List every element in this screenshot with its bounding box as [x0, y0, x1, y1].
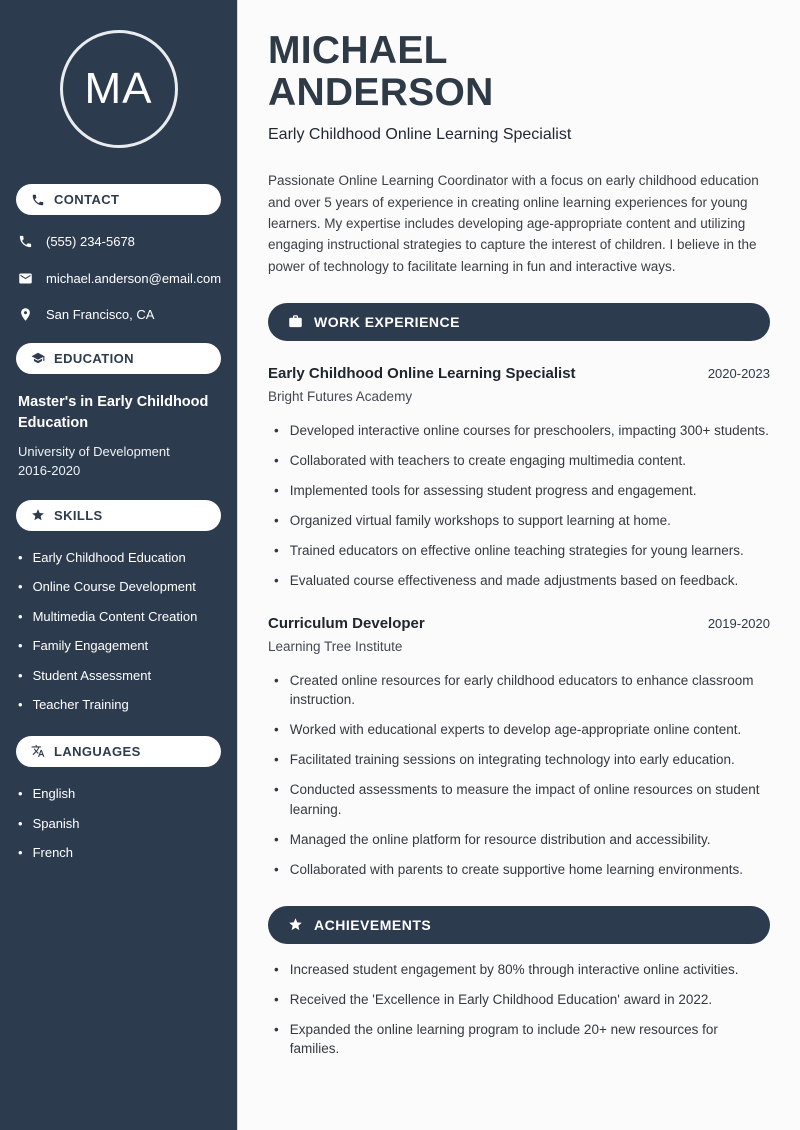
- skills-list: [16, 549, 221, 714]
- contact-header-label: CONTACT: [54, 192, 120, 207]
- translate-icon: [31, 744, 45, 758]
- first-name: MICHAEL: [268, 29, 448, 72]
- achievements-list: [268, 960, 770, 1059]
- job-title: Early Childhood Online Learning Specialist: [268, 364, 576, 382]
- languages-header-label: LANGUAGES: [54, 743, 141, 759]
- skill-item: • Teacher Training: [18, 696, 219, 714]
- mail-icon: [18, 271, 33, 286]
- achievements-header: [268, 906, 770, 944]
- job-bullet: • Conducted assessments to measure the impact of online resources on student learning.: [274, 780, 770, 819]
- language-item: • English: [18, 785, 219, 803]
- job-bullet: • Trained educators on effective online teaching strategies for young learners.: [274, 541, 770, 561]
- language-item: • Spanish: [18, 815, 219, 833]
- job-company: Bright Futures Academy: [268, 388, 413, 404]
- contact-email-row: [18, 270, 222, 288]
- education-section-header: [16, 343, 221, 374]
- skill-item: • Online Course Development: [18, 578, 219, 596]
- person-job-title: Early Childhood Online Learning Specialist: [268, 126, 572, 144]
- contact-phone-row: [18, 233, 219, 251]
- job-bullet: • Created online resources for early childhood educators to enhance classroom instruction.: [274, 671, 770, 710]
- education-school: University of Development: [18, 443, 170, 459]
- language-item: • French: [18, 844, 219, 862]
- work-experience-label: WORK EXPERIENCE: [314, 313, 460, 330]
- job-header-row: [268, 615, 770, 632]
- star-icon: [31, 508, 45, 522]
- email-value: michael.anderson@email.com: [46, 270, 222, 286]
- skills-header-label: SKILLS: [54, 507, 103, 523]
- job-header-row: [268, 365, 770, 382]
- avatar: [60, 30, 178, 148]
- languages-list: [16, 785, 221, 862]
- last-name: ANDERSON: [268, 71, 494, 115]
- job-company: Learning Tree Institute: [268, 638, 403, 654]
- person-name: [268, 30, 770, 114]
- languages-section-header: [16, 736, 221, 767]
- skill-item: • Early Childhood Education: [18, 549, 219, 567]
- job-dates: 2019-2020: [707, 615, 770, 631]
- job-bullet: • Managed the online platform for resource distribution and accessibility.: [274, 830, 770, 850]
- contact-location-row: [18, 306, 219, 324]
- job-bullet: • Worked with educational experts to develop age-appropriate online content.: [274, 720, 770, 740]
- phone-icon: [18, 234, 33, 249]
- main-content: [238, 0, 800, 1130]
- briefcase-icon: [288, 314, 303, 329]
- job-bullet: • Developed interactive online courses for preschoolers, impacting 300+ students.: [274, 421, 770, 441]
- phone-value: (555) 234-5678: [46, 234, 135, 249]
- achievement-bullet: • Expanded the online learning program to include 20+ new resources for families.: [274, 1020, 770, 1059]
- job-dates: 2020-2023: [707, 365, 770, 381]
- job-bullet: • Evaluated course effectiveness and made adjustments based on feedback.: [274, 571, 770, 591]
- achievements-label: ACHIEVEMENTS: [314, 916, 432, 933]
- location-value: San Francisco, CA: [46, 307, 155, 323]
- achievement-bullet: • Received the 'Excellence in Early Childhood Education' award in 2022.: [274, 990, 770, 1010]
- job-bullet-list: [268, 421, 770, 591]
- sidebar: [0, 0, 238, 1130]
- job-bullet: • Implemented tools for assessing student progress and engagement.: [274, 481, 770, 501]
- job-bullet-list: [268, 671, 770, 880]
- contact-section-header: [16, 184, 221, 215]
- summary-paragraph: Passionate Online Learning Coordinator with a focus on early childhood education and over 5 years of experience in creating online learning experiences for young learners. My expertise includes developing age-appropriate content and utilizing engaging instructional strategies to capture the interest of children. I believe in the power of technology to facilitate learning in fun and interactive ways.: [268, 173, 759, 274]
- job-bullet: • Facilitated training sessions on integrating technology into early education.: [274, 750, 770, 770]
- star-icon: [288, 917, 303, 932]
- phone-icon: [31, 193, 45, 207]
- education-entry: [16, 392, 221, 478]
- achievement-bullet: • Increased student engagement by 80% through interactive online activities.: [274, 960, 770, 980]
- job-title: Curriculum Developer: [268, 614, 425, 632]
- graduation-cap-icon: [31, 351, 45, 365]
- work-experience-header: [268, 303, 770, 341]
- education-degree: Master's in Early Childhood Education: [18, 393, 209, 431]
- job-entry: [268, 365, 770, 591]
- job-bullet: • Organized virtual family workshops to support learning at home.: [274, 511, 770, 531]
- skills-section-header: [16, 500, 221, 531]
- location-pin-icon: [18, 307, 33, 322]
- job-bullet: • Collaborated with teachers to create engaging multimedia content.: [274, 451, 770, 471]
- job-bullet: • Collaborated with parents to create supportive home learning environments.: [274, 860, 770, 880]
- education-years: 2016-2020: [18, 462, 81, 478]
- skill-item: • Multimedia Content Creation: [18, 608, 219, 626]
- education-header-label: EDUCATION: [54, 350, 134, 366]
- skill-item: • Family Engagement: [18, 637, 219, 655]
- job-entry: [268, 615, 770, 880]
- skill-item: • Student Assessment: [18, 667, 219, 685]
- avatar-initials: MA: [84, 64, 153, 113]
